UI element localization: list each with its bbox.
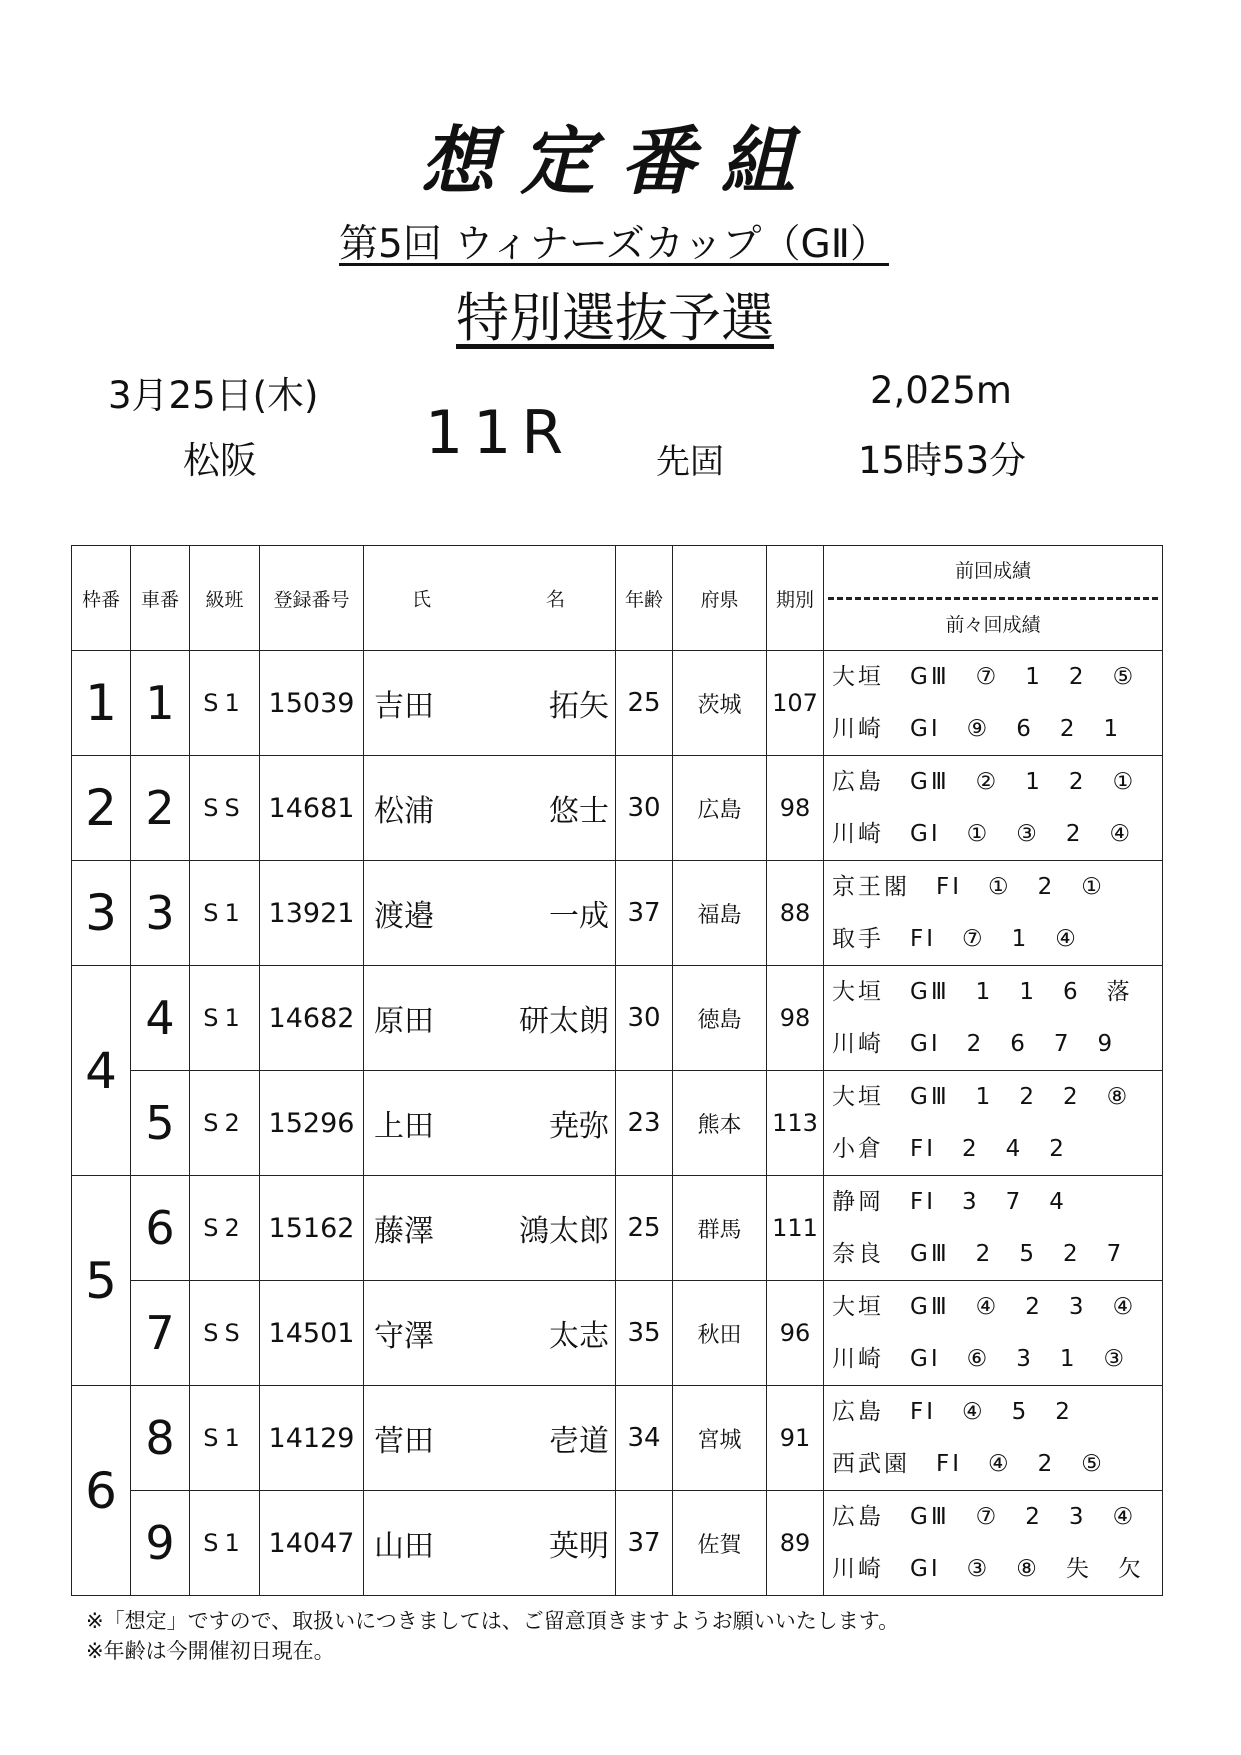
- prev-result: 大垣 GⅢ 1 1 6 落: [832, 979, 1133, 1005]
- frame-number: 1: [72, 651, 131, 756]
- rider-row: [72, 861, 1163, 966]
- table-header-row: [72, 546, 1163, 651]
- term: 91: [767, 1386, 824, 1491]
- header-given-name: 名: [545, 588, 565, 611]
- header-reg-no: 登録番号: [260, 546, 364, 651]
- registration-number: 15296: [260, 1071, 364, 1176]
- given-name: 太志: [549, 1319, 609, 1354]
- recent-results: [824, 861, 1163, 966]
- registration-number: 14129: [260, 1386, 364, 1491]
- given-name: 一成: [549, 899, 609, 934]
- term: 98: [767, 966, 824, 1071]
- frame-number: 3: [72, 861, 131, 966]
- header-family-name: 氏: [412, 588, 432, 611]
- car-number: 2: [131, 756, 190, 861]
- given-name: 研太朗: [519, 1004, 609, 1039]
- header-prev-result: 前回成績: [828, 562, 1158, 600]
- registration-number: 13921: [260, 861, 364, 966]
- rider-class: SS: [190, 1281, 260, 1386]
- prev2-result: 西武園 FⅠ ④ 2 ⑤: [832, 1451, 1105, 1477]
- given-name: 英明: [549, 1529, 609, 1564]
- rider-class: S2: [190, 1176, 260, 1281]
- prefecture: 福島: [673, 861, 767, 966]
- race-number: 11R: [425, 398, 574, 468]
- term: 113: [767, 1071, 824, 1176]
- header-term: 期別: [767, 546, 824, 651]
- recent-results: [824, 1071, 1163, 1176]
- prev2-result: 取手 FⅠ ⑦ 1 ④: [832, 926, 1079, 952]
- start-time: 15時53分: [858, 439, 1027, 482]
- term: 111: [767, 1176, 824, 1281]
- prev2-result: 川崎 GⅠ ⑥ 3 1 ③: [832, 1346, 1128, 1372]
- recent-results: [824, 1386, 1163, 1491]
- prev2-result: 川崎 GⅠ ③ ⑧ 失 欠: [832, 1556, 1144, 1582]
- prefecture: 徳島: [673, 966, 767, 1071]
- recent-results: [824, 1281, 1163, 1386]
- prev-result: 大垣 GⅢ ④ 2 3 ④: [832, 1294, 1137, 1320]
- header-age: 年齢: [616, 546, 673, 651]
- header-class: 級班: [190, 546, 260, 651]
- header-car: 車番: [131, 546, 190, 651]
- recent-results: [824, 651, 1163, 756]
- tactic: 先固: [656, 442, 724, 482]
- prefecture: 熊本: [673, 1071, 767, 1176]
- prev-result: 静岡 FⅠ 3 7 4: [832, 1189, 1067, 1215]
- prefecture: 佐賀: [673, 1491, 767, 1596]
- term: 98: [767, 756, 824, 861]
- rider-row: [72, 756, 1163, 861]
- prev2-result: 小倉 FⅠ 2 4 2: [832, 1136, 1067, 1162]
- rider-row: [72, 1176, 1163, 1281]
- term: 96: [767, 1281, 824, 1386]
- given-name: 鴻太郎: [519, 1214, 609, 1249]
- rider-name: [364, 1491, 616, 1596]
- recent-results: [824, 1491, 1163, 1596]
- prev2-result: 川崎 GⅠ ① ③ 2 ④: [832, 821, 1134, 847]
- rider-row: [72, 1281, 1163, 1386]
- rider-class: S2: [190, 1071, 260, 1176]
- family-name: 渡邉: [374, 899, 434, 934]
- registration-number: 14682: [260, 966, 364, 1071]
- prev-result: 広島 GⅢ ② 1 2 ①: [832, 769, 1137, 795]
- frame-number: 4: [72, 966, 131, 1176]
- family-name: 上田: [374, 1109, 434, 1144]
- rider-name: [364, 861, 616, 966]
- family-name: 守澤: [374, 1319, 434, 1354]
- registration-number: 14501: [260, 1281, 364, 1386]
- family-name: 松浦: [374, 794, 434, 829]
- frame-number: 2: [72, 756, 131, 861]
- car-number: 3: [131, 861, 190, 966]
- recent-results: [824, 756, 1163, 861]
- rider-row: [72, 1071, 1163, 1176]
- car-number: 9: [131, 1491, 190, 1596]
- car-number: 8: [131, 1386, 190, 1491]
- rider-age: 25: [616, 1176, 673, 1281]
- prefecture: 宮城: [673, 1386, 767, 1491]
- prev-result: 大垣 GⅢ ⑦ 1 2 ⑤: [832, 664, 1137, 690]
- prefecture: 群馬: [673, 1176, 767, 1281]
- car-number: 4: [131, 966, 190, 1071]
- rider-name: [364, 1386, 616, 1491]
- header-results: [824, 546, 1163, 651]
- car-number: 7: [131, 1281, 190, 1386]
- prev2-result: 川崎 GⅠ 2 6 7 9: [832, 1031, 1116, 1057]
- rider-age: 35: [616, 1281, 673, 1386]
- header-prefecture: 府県: [673, 546, 767, 651]
- header-prev2-result: 前々回成績: [945, 613, 1041, 636]
- entry-table: [71, 545, 1163, 1596]
- rider-name: [364, 1281, 616, 1386]
- prefecture: 秋田: [673, 1281, 767, 1386]
- rider-class: S1: [190, 966, 260, 1071]
- rider-age: 34: [616, 1386, 673, 1491]
- family-name: 原田: [374, 1004, 434, 1039]
- prev2-result: 川崎 GⅠ ⑨ 6 2 1: [832, 716, 1122, 742]
- given-name: 尭弥: [549, 1109, 609, 1144]
- car-number: 1: [131, 651, 190, 756]
- term: 88: [767, 861, 824, 966]
- rider-row: [72, 1386, 1163, 1491]
- note-caution: ※「想定」ですので、取扱いにつきましては、ご留意頂きますようお願いいたします。: [86, 1609, 900, 1633]
- prev-result: 京王閣 FⅠ ① 2 ①: [832, 874, 1105, 900]
- rider-class: S1: [190, 861, 260, 966]
- rider-age: 30: [616, 756, 673, 861]
- rider-age: 30: [616, 966, 673, 1071]
- venue: 松阪: [183, 439, 257, 482]
- prefecture: 広島: [673, 756, 767, 861]
- rider-row: [72, 1491, 1163, 1596]
- registration-number: 15039: [260, 651, 364, 756]
- rider-class: SS: [190, 756, 260, 861]
- given-name: 拓矢: [549, 689, 609, 724]
- distance: 2,025m: [870, 369, 1012, 412]
- registration-number: 14047: [260, 1491, 364, 1596]
- car-number: 5: [131, 1071, 190, 1176]
- prev2-result: 奈良 GⅢ 2 5 2 7: [832, 1241, 1125, 1267]
- registration-number: 15162: [260, 1176, 364, 1281]
- rider-row: [72, 966, 1163, 1071]
- recent-results: [824, 966, 1163, 1071]
- recent-results: [824, 1176, 1163, 1281]
- race-type: 特別選抜予選: [456, 288, 774, 349]
- rider-class: S1: [190, 1386, 260, 1491]
- frame-number: 6: [72, 1386, 131, 1596]
- car-number: 6: [131, 1176, 190, 1281]
- prefecture: 茨城: [673, 651, 767, 756]
- rider-name: [364, 966, 616, 1071]
- header-frame: 枠番: [72, 546, 131, 651]
- document-title: 想定番組: [420, 119, 821, 205]
- frame-number: 5: [72, 1176, 131, 1386]
- rider-name: [364, 1176, 616, 1281]
- rider-class: S1: [190, 1491, 260, 1596]
- prev-result: 広島 GⅢ ⑦ 2 3 ④: [832, 1504, 1137, 1530]
- rider-age: 23: [616, 1071, 673, 1176]
- rider-class: S1: [190, 651, 260, 756]
- family-name: 山田: [374, 1529, 434, 1564]
- prev-result: 大垣 GⅢ 1 2 2 ⑧: [832, 1084, 1131, 1110]
- header-name: [364, 546, 616, 651]
- family-name: 藤澤: [374, 1214, 434, 1249]
- rider-age: 37: [616, 1491, 673, 1596]
- rider-name: [364, 1071, 616, 1176]
- prev-result: 広島 FⅠ ④ 5 2: [832, 1399, 1073, 1425]
- rider-row: [72, 651, 1163, 756]
- family-name: 吉田: [374, 689, 434, 724]
- rider-name: [364, 651, 616, 756]
- given-name: 悠士: [549, 794, 609, 829]
- term: 107: [767, 651, 824, 756]
- note-age: ※年齢は今開催初日現在。: [86, 1639, 335, 1663]
- given-name: 壱道: [549, 1424, 609, 1459]
- event-subtitle: 第5回 ウィナーズカップ（GⅡ）: [339, 222, 889, 267]
- rider-name: [364, 756, 616, 861]
- race-date: 3月25日(木): [108, 374, 319, 417]
- registration-number: 14681: [260, 756, 364, 861]
- rider-age: 25: [616, 651, 673, 756]
- term: 89: [767, 1491, 824, 1596]
- rider-age: 37: [616, 861, 673, 966]
- family-name: 菅田: [374, 1424, 434, 1459]
